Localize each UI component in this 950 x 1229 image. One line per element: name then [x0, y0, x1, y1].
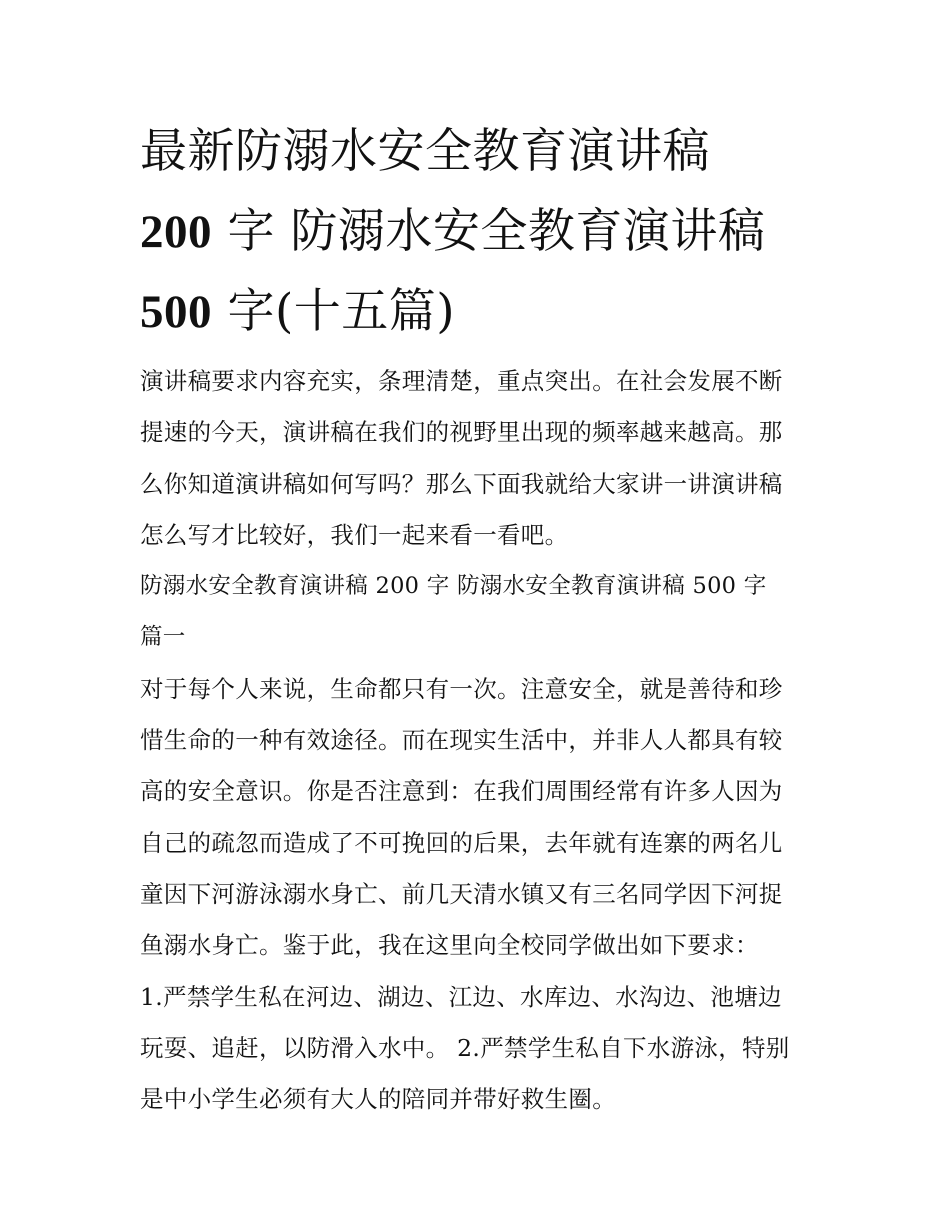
text-line: 玩耍、追赶，以防滑入水中。 2.严禁学生私自下水游泳，特别 [140, 1033, 790, 1062]
title-line [140, 272, 820, 352]
text-line: 篇一 [140, 624, 186, 651]
title-text: 最新防溺水安全教育演讲稿 [140, 124, 710, 179]
title-number: 500 [140, 286, 212, 338]
text-line: 鱼溺水身亡。鉴于此，我在这里向全校同学做出如下要求： [140, 931, 759, 960]
text-line: 对于每个人来说，生命都只有一次。注意安全，就是善待和珍 [140, 674, 783, 703]
body-paragraph [140, 664, 820, 1126]
title-text: 字(十五篇) [212, 284, 456, 339]
document-body [140, 356, 820, 1125]
title-line [140, 112, 820, 192]
section-subtitle [140, 561, 820, 664]
text-line: 1.严禁学生私在河边、湖边、江边、水库边、水沟边、池塘边 [140, 982, 782, 1011]
text-line: 是中小学生必须有大人的陪同并带好救生圈。 [140, 1085, 616, 1114]
text-line: 自己的疏忽而造成了不可挽回的后果，去年就有连寨的两名儿 [140, 828, 783, 857]
title-number: 200 [140, 206, 212, 258]
text-line: 么你知道演讲稿如何写吗？那么下面我就给大家讲一讲演讲稿 [140, 469, 783, 498]
text-line: 高的安全意识。你是否注意到：在我们周围经常有许多人因为 [140, 777, 783, 806]
text-line: 防溺水安全教育演讲稿 200 字 防溺水安全教育演讲稿 500 字 [140, 573, 767, 600]
text-line: 童因下河游泳溺水身亡、前几天清水镇又有三名同学因下河捉 [140, 879, 783, 908]
intro-paragraph [140, 356, 820, 561]
text-line: 演讲稿要求内容充实，条理清楚，重点突出。在社会发展不断 [140, 367, 783, 395]
document-title [140, 112, 820, 352]
title-text: 字 防溺水安全教育演讲稿 [212, 204, 766, 259]
title-line [140, 192, 820, 272]
text-line: 提速的今天，演讲稿在我们的视野里出现的频率越来越高。那 [140, 418, 783, 447]
text-line: 惜生命的一种有效途径。而在现实生活中，并非人人都具有较 [140, 726, 783, 755]
text-line: 怎么写才比较好，我们一起来看一看吧。 [140, 520, 569, 549]
